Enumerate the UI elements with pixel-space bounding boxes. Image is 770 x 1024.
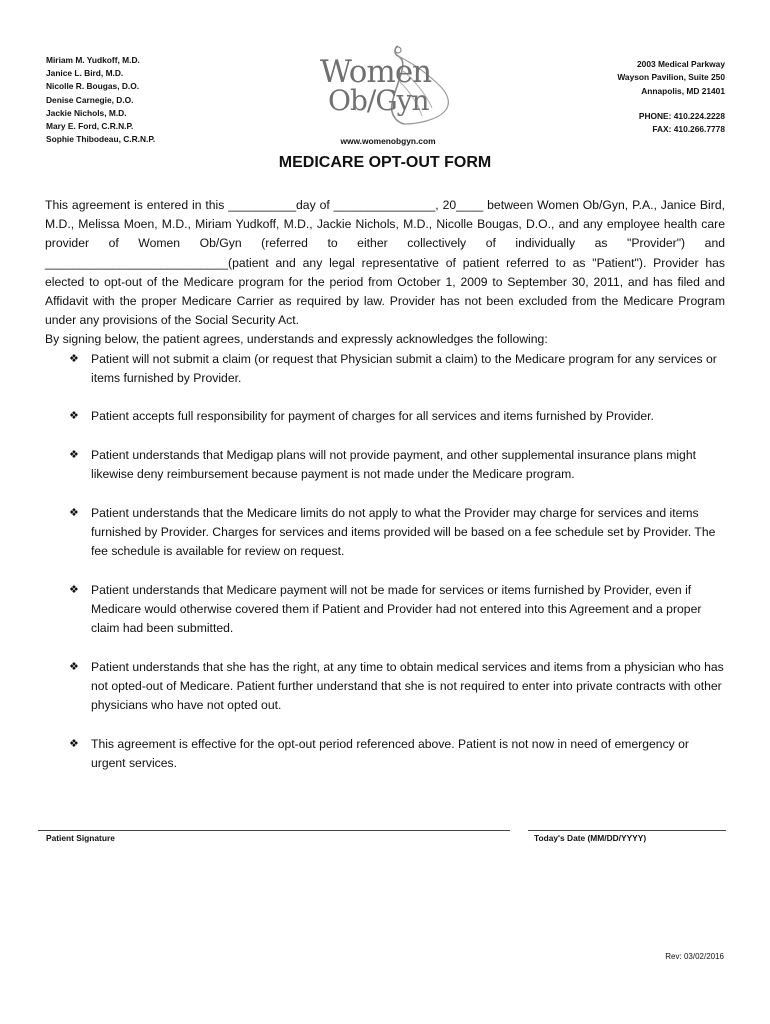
list-item (45, 407, 725, 426)
list-item-text: Patient will not submit a claim (or request that Physician submit a claim) to the Medicare program for any services or items furnished by Provider. (91, 351, 717, 385)
list-item-text: This agreement is effective for the opt-out period referenced above. Patient is not now in need of emergency or urgent services. (91, 736, 689, 771)
list-item (45, 350, 725, 388)
provider-name: Denise Carnegie, D.O. (46, 94, 134, 105)
form-body (45, 196, 725, 793)
list-item (45, 658, 725, 716)
acknowledgement-lead: By signing below, the patient agrees, understands and expressly acknowledges the following: (45, 332, 548, 347)
date-label: Today's Date (MM/DD/YYYY) (534, 833, 647, 843)
provider-list (46, 54, 155, 146)
form-title: MEDICARE OPT-OUT FORM (278, 154, 492, 171)
provider-name: Janice L. Bird, M.D. (46, 68, 124, 79)
diamond-bullet-icon: ❖ (69, 410, 79, 423)
list-item (45, 735, 725, 773)
list-item (45, 581, 725, 639)
list-item-text: Patient understands that Medigap plans will not provide payment, and other supplemental insurance plans might likewise deny reimbursement because payment is not made under the Medicare program. (91, 448, 697, 482)
list-item (45, 504, 725, 562)
diamond-bullet-icon: ❖ (69, 660, 79, 673)
phone-number: PHONE: 410.224.2228 (638, 111, 725, 121)
fax-number: FAX: 410.266.7778 (652, 124, 725, 135)
logo-text-obgyn: Ob/Gyn (328, 84, 429, 117)
list-item-text: Patient understands that Medicare payment will not be made for services or items furnished by Provider, even if Medicare would otherwise covered them if Patient and Provider had not entered into this Agreement and a proper claim had been submitted. (91, 582, 702, 636)
contact-info (639, 110, 725, 136)
website-url: www.womenobgyn.com (340, 136, 436, 146)
agreement-paragraph: This agreement is entered in this __________day of _______________, 20____ between Women Ob/Gyn, P.A., Janice Bird, M.D., Melissa Moen, M.D., Miriam Yudkoff, M.D., Jackie Nichols, M.D., Nicolle Bougas, D.O., and any employee health care provider of Women Ob/Gyn (referred to either collectively of individually as "Provider") and ___________________________(patient and any legal representative of patient referred to as "Patient"). Provider has elected to opt-out of the Medicare program for the period from October 1, 2009 to September 30, 2011, and has filed and Affidavit with the proper Medicare Carrier as required by law. Provider has not been excluded from the Medicare Program under any provisions of the Social Security Act. (45, 198, 725, 328)
acknowledgement-list (45, 350, 725, 774)
diamond-bullet-icon: ❖ (69, 506, 79, 519)
diamond-bullet-icon: ❖ (69, 352, 79, 365)
diamond-bullet-icon: ❖ (69, 449, 79, 462)
logo-text-women: Women (320, 54, 432, 90)
list-item-text: Patient accepts full responsibility for payment of charges for all services and items furnished by Provider. (91, 409, 654, 424)
address-line: Annapolis, MD 21401 (641, 85, 725, 96)
patient-signature-label: Patient Signature (46, 833, 115, 843)
list-item (45, 446, 725, 484)
provider-name: Mary E. Ford, C.R.N.P. (46, 121, 134, 132)
provider-name: Nicolle R. Bougas, D.O. (46, 81, 140, 92)
provider-name: Jackie Nichols, M.D. (46, 107, 127, 118)
date-line[interactable] (528, 830, 726, 831)
diamond-bullet-icon: ❖ (69, 737, 79, 750)
diamond-bullet-icon: ❖ (69, 583, 79, 596)
revision-date: Rev: 03/02/2016 (665, 952, 724, 961)
list-item-text: Patient understands that she has the right, at any time to obtain medical services and items from a physician who has not opted-out of Medicare. Patient further understand that she is not required to enter into private contracts with other physicians who have not opted out. (91, 659, 724, 713)
patient-signature-line[interactable] (38, 830, 510, 831)
provider-name: Miriam M. Yudkoff, M.D. (46, 55, 140, 65)
address-line: Wayson Pavilion, Suite 250 (617, 72, 725, 83)
office-address (617, 58, 725, 98)
list-item-text: Patient understands that the Medicare limits do not apply to what the Provider may charge for services and items furnished by Provider. Charges for services and items provided will be based on a fee schedule set by Provider. The fee schedule is available for review on request. (91, 505, 716, 559)
address-line: 2003 Medical Parkway (637, 59, 725, 69)
women-obgyn-logo (314, 42, 464, 134)
provider-name: Sophie Thibodeau, C.R.N.P. (46, 134, 156, 145)
